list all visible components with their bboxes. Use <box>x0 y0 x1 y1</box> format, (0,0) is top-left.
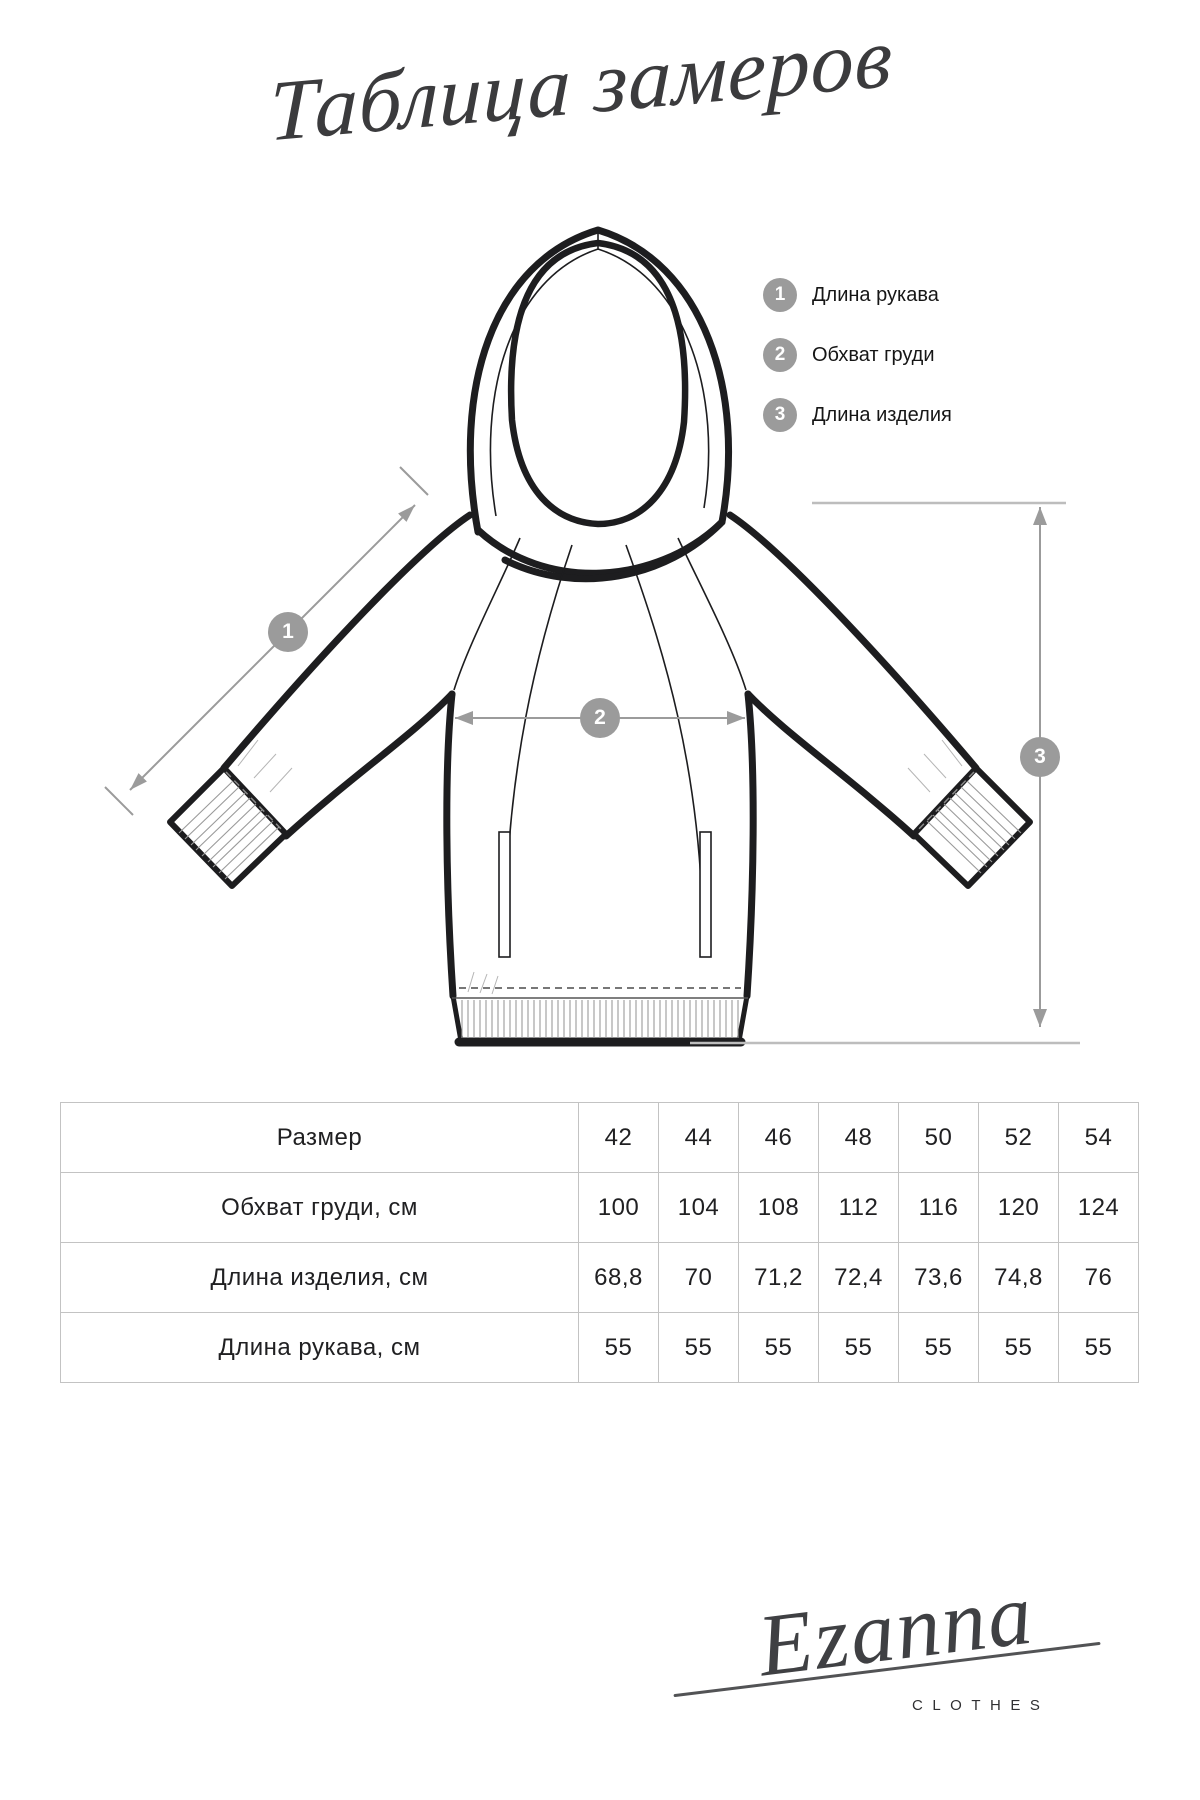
table-cell: 74,8 <box>979 1243 1059 1313</box>
table-row-sleeve <box>61 1313 1139 1383</box>
measurement-table <box>60 1102 1139 1383</box>
row-label: Обхват груди, см <box>61 1173 579 1243</box>
table-cell: 55 <box>739 1313 819 1383</box>
table-row-size <box>61 1103 1139 1173</box>
table-cell: 73,6 <box>899 1243 979 1313</box>
table-cell: 52 <box>979 1103 1059 1173</box>
table-cell: 48 <box>819 1103 899 1173</box>
marker-1-badge: 1 <box>268 612 308 652</box>
table-cell: 71,2 <box>739 1243 819 1313</box>
page-title: Таблица замеров <box>268 8 894 160</box>
legend-3-badge: 3 <box>763 398 797 432</box>
table-cell: 55 <box>979 1313 1059 1383</box>
legend-2-label: Обхват груди <box>812 344 935 366</box>
table-cell: 68,8 <box>579 1243 659 1313</box>
table-row-chest <box>61 1173 1139 1243</box>
legend-1-badge: 1 <box>763 278 797 312</box>
marker-3-badge: 3 <box>1020 737 1060 777</box>
table-cell: 70 <box>659 1243 739 1313</box>
brand-logo: Ezanna <box>753 1565 1039 1696</box>
table-cell: 44 <box>659 1103 739 1173</box>
table-cell: 55 <box>819 1313 899 1383</box>
table-cell: 42 <box>579 1103 659 1173</box>
table-cell: 72,4 <box>819 1243 899 1313</box>
row-label: Размер <box>61 1103 579 1173</box>
measure-arrowheads <box>130 505 1047 1027</box>
table-cell: 124 <box>1059 1173 1139 1243</box>
legend-2-badge: 2 <box>763 338 797 372</box>
legend-1-label: Длина рукава <box>812 284 939 306</box>
table-cell: 55 <box>579 1313 659 1383</box>
sketch-marks <box>238 740 962 994</box>
table-cell: 50 <box>899 1103 979 1173</box>
table-cell: 120 <box>979 1173 1059 1243</box>
table-cell: 55 <box>1059 1313 1139 1383</box>
table-cell: 112 <box>819 1173 899 1243</box>
row-label: Длина рукава, см <box>61 1313 579 1383</box>
table-cell: 76 <box>1059 1243 1139 1313</box>
brand-logo-sub: CLOTHES <box>912 1697 1050 1714</box>
table-cell: 100 <box>579 1173 659 1243</box>
table-cell: 54 <box>1059 1103 1139 1173</box>
table-cell: 104 <box>659 1173 739 1243</box>
hoodie-dashed-lines <box>226 772 974 988</box>
row-label: Длина изделия, см <box>61 1243 579 1313</box>
table-cell: 55 <box>659 1313 739 1383</box>
hoodie-seams <box>452 231 748 998</box>
table-cell: 116 <box>899 1173 979 1243</box>
marker-2-badge: 2 <box>580 698 620 738</box>
legend-3-label: Длина изделия <box>812 404 952 426</box>
table-cell: 55 <box>899 1313 979 1383</box>
table-cell: 108 <box>739 1173 819 1243</box>
table-row-length <box>61 1243 1139 1313</box>
table-cell: 46 <box>739 1103 819 1173</box>
